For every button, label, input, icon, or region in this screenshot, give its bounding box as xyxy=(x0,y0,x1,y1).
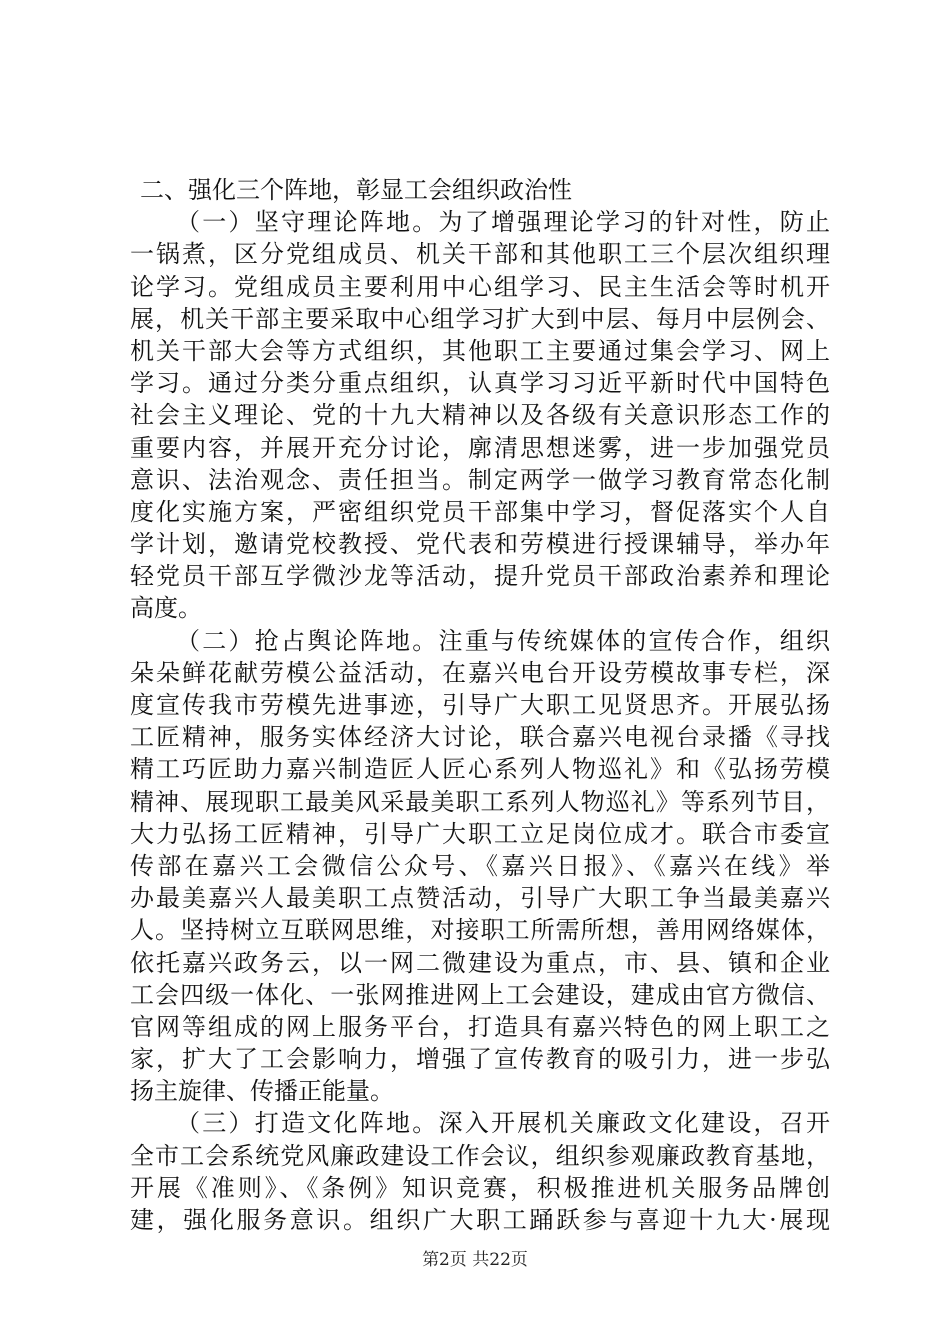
paragraph-line: 开展《准则》、《条例》知识竞赛，积极推进机关服务品牌创 xyxy=(130,1173,830,1202)
paragraph-line: 高度。 xyxy=(130,594,202,623)
paragraph-line: 大力弘扬工匠精神，引导广大职工立足岗位成才。联合市委宣 xyxy=(130,819,830,848)
paragraph-line: 建，强化服务意识。组织广大职工踊跃参与喜迎十九大·展现 xyxy=(130,1206,830,1234)
paragraph-line: 展，机关干部主要采取中心组学习扩大到中层、每月中层例会、 xyxy=(130,304,830,333)
paragraph-line: 依托嘉兴政务云，以一网二微建设为重点，市、县、镇和企业 xyxy=(130,948,830,977)
paragraph-line: 朵朵鲜花献劳模公益活动，在嘉兴电台开设劳模故事专栏，深 xyxy=(130,658,830,687)
page-footer: 第2页 共22页 xyxy=(422,1250,528,1270)
paragraph-line: 人。坚持树立互联网思维，对接职工所需所想，善用网络媒体， xyxy=(130,916,830,945)
document-body xyxy=(130,174,830,1236)
paragraph-line: 精神、展现职工最美风采最美职工系列人物巡礼》等系列节目， xyxy=(130,787,830,816)
paragraph-line: 传部在嘉兴工会微信公众号、《嘉兴日报》、《嘉兴在线》举 xyxy=(130,851,830,880)
paragraph-line: 学习。通过分类分重点组织，认真学习习近平新时代中国特色 xyxy=(130,369,830,398)
paragraph-3 xyxy=(130,1107,830,1236)
paragraph-line: （一）坚守理论阵地。为了增强理论学习的针对性，防止 xyxy=(176,208,830,237)
paragraph-line: 家，扩大了工会影响力，增强了宣传教育的吸引力，进一步弘 xyxy=(130,1045,830,1074)
paragraph-line: （三）打造文化阵地。深入开展机关廉政文化建设，召开 xyxy=(176,1109,830,1138)
paragraph-line: 学计划，邀请党校教授、党代表和劳模进行授课辅导，举办年 xyxy=(130,530,830,559)
paragraph-line: 扬主旋律、传播正能量。 xyxy=(130,1077,394,1106)
paragraph-line: 工匠精神，服务实体经济大讨论，联合嘉兴电视台录播《寻找 xyxy=(130,723,830,752)
paragraph-line: 度宣传我市劳模先进事迹，引导广大职工见贤思齐。开展弘扬 xyxy=(130,691,830,719)
paragraph-line: 机关干部大会等方式组织，其他职工主要通过集会学习、网上 xyxy=(130,336,830,365)
paragraph-line: 重要内容，并展开充分讨论，廓清思想迷雾，进一步加强党员 xyxy=(130,433,830,462)
paragraph-line: 一锅煮，区分党组成员、机关干部和其他职工三个层次组织理 xyxy=(130,240,830,269)
paragraph-line: 工会四级一体化、一张网推进网上工会建设，建成由官方微信、 xyxy=(130,980,830,1009)
paragraph-line: 轻党员干部互学微沙龙等活动，提升党员干部政治素养和理论 xyxy=(130,562,830,591)
paragraph-2 xyxy=(130,625,830,1108)
paragraph-line: 意识、法治观念、责任担当。制定两学一做学习教育常态化制 xyxy=(130,465,830,494)
paragraph-line: 社会主义理论、党的十九大精神以及各级有关意识形态工作的 xyxy=(130,401,830,430)
paragraph-line: 全市工会系统党风廉政建设工作会议，组织参观廉政教育基地， xyxy=(130,1141,830,1170)
paragraph-1 xyxy=(130,206,830,624)
paragraph-line: 精工巧匠助力嘉兴制造匠人匠心系列人物巡礼》和《弘扬劳模 xyxy=(130,755,830,784)
paragraph-line: 办最美嘉兴人最美职工点赞活动，引导广大职工争当最美嘉兴 xyxy=(130,884,830,913)
paragraph-line: 官网等组成的网上服务平台，打造具有嘉兴特色的网上职工之 xyxy=(130,1012,830,1041)
paragraph-line: （二）抢占舆论阵地。注重与传统媒体的宣传合作，组织 xyxy=(176,626,830,655)
paragraph-line: 度化实施方案，严密组织党员干部集中学习，督促落实个人自 xyxy=(130,497,830,526)
section-heading: 二、强化三个阵地，彰显工会组织政治性 xyxy=(140,176,572,204)
paragraph-line: 论学习。党组成员主要利用中心组学习、民主生活会等时机开 xyxy=(130,272,830,301)
